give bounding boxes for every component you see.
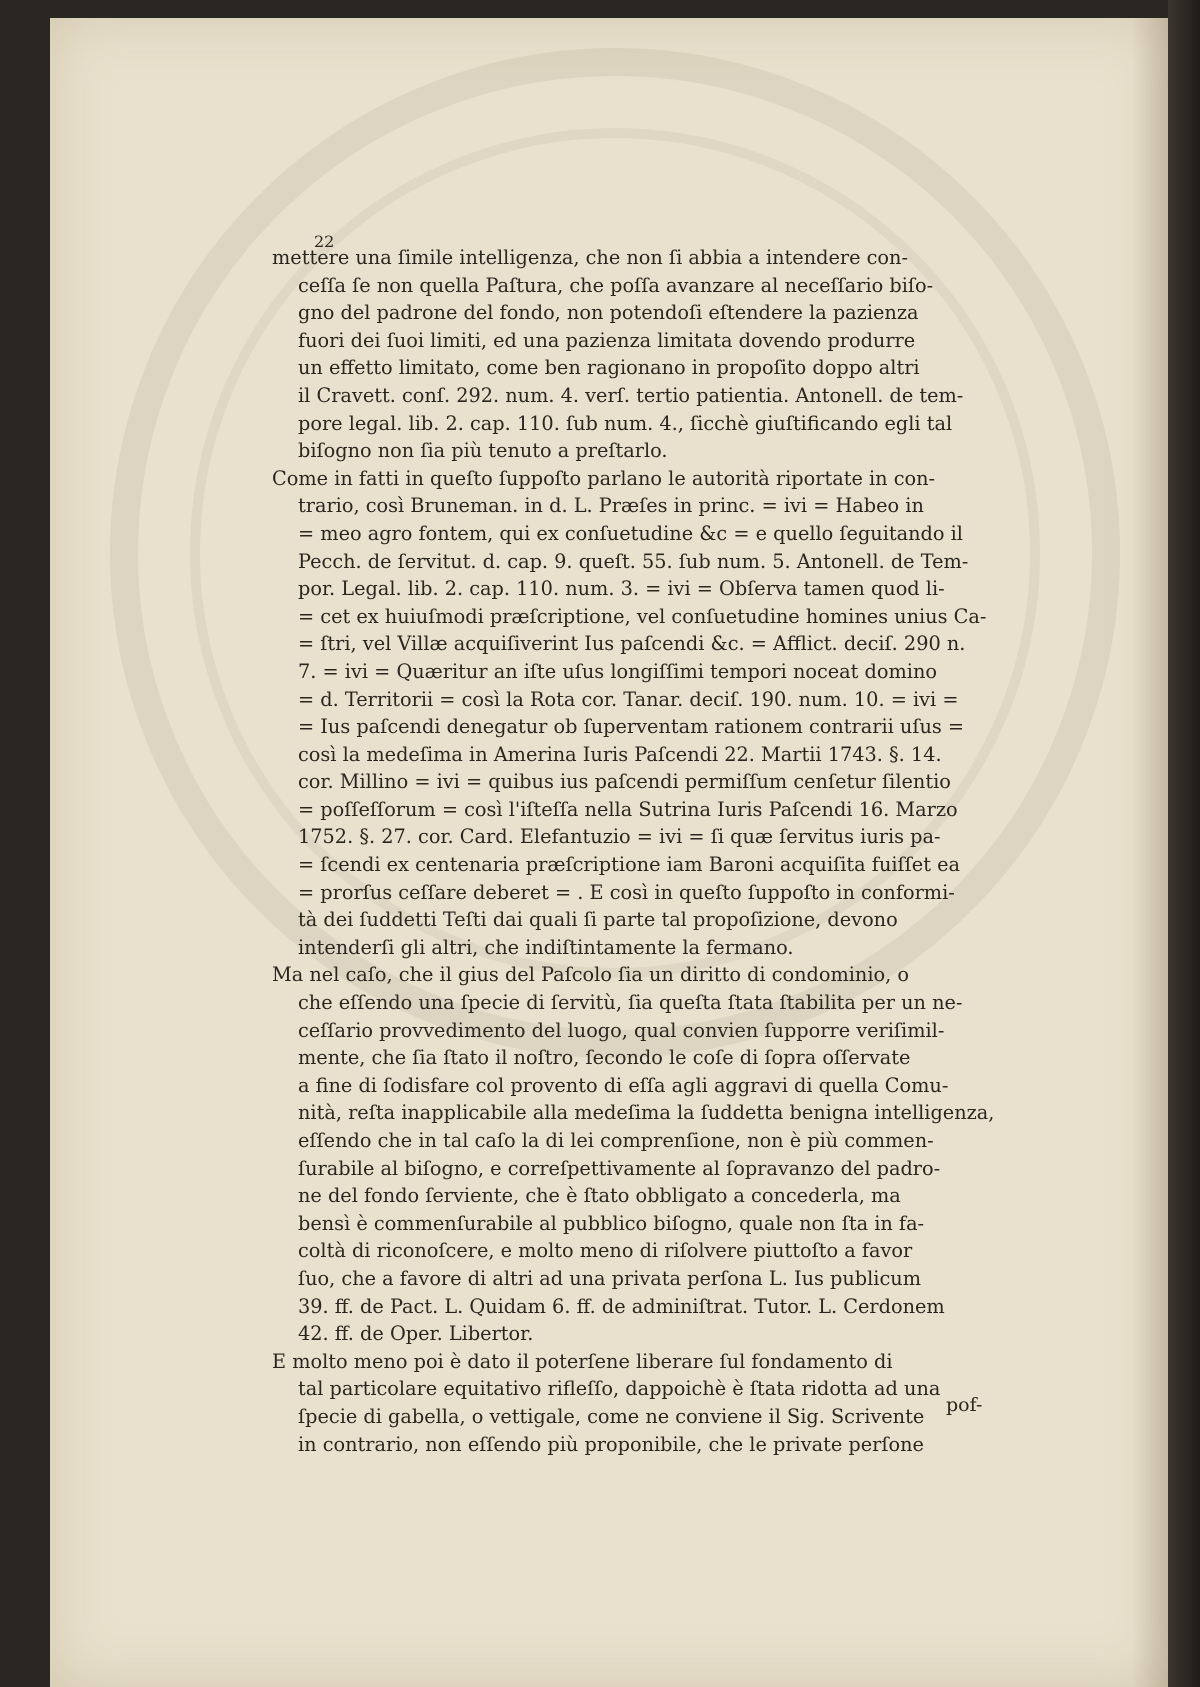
text-line: nità, reſta inapplicabile alla medeſima la ſuddetta benigna intelligenza, <box>298 1101 995 1125</box>
text-line: 1752. §. 27. cor. Card. Elefantuzio = ivi = ſi quæ ſervitus iuris pa- <box>298 825 941 849</box>
text-line: 7. = ivi = Quæritur an iſte uſus longiſſimi tempori noceat domino <box>298 659 937 683</box>
text-line: = ſtri, vel Villæ acquiſiverint Ius paſcendi &c. = Afflict. deciſ. 290 n. <box>298 632 966 656</box>
text-line: 39. ff. de Pact. L. Quidam 6. ff. de adminiſtrat. Tutor. L. Cerdonem <box>298 1294 945 1318</box>
text-line: ſuo, che a favore di altri ad una privata perſona L. Ius publicum <box>298 1266 921 1290</box>
body-text <box>272 244 1012 1458</box>
text-line: ſurabile al biſogno, e correſpettivamente al ſopravanzo del padro- <box>298 1156 941 1180</box>
text-line: mettere una ſimile intelligenza, che non ſi abbia a intendere con- <box>272 246 908 269</box>
page-fold-shadow <box>1132 18 1168 1687</box>
text-line: gno del padrone del fondo, non potendoſi eſtendere la pazienza <box>298 301 919 325</box>
adjacent-page-edge <box>1168 0 1200 1687</box>
paragraph <box>272 1348 1012 1458</box>
text-line: E molto meno poi è dato il poterſene liberare ſul fondamento di <box>272 1349 893 1373</box>
text-line: Pecch. de ſervitut. d. cap. 9. queſt. 55. ſub num. 5. Antonell. de Tem- <box>298 549 969 573</box>
text-line: = poſſeſſorum = così l'iſteſſa nella Sutrina Iuris Paſcendi 16. Marzo <box>298 797 958 821</box>
text-line: eſſendo che in tal caſo la di lei comprenſione, non è più commen- <box>298 1129 934 1152</box>
text-line: = prorſus ceſſare deberet = . E così in queſto ſuppoſto in conformi- <box>298 880 955 904</box>
text-line: il Cravett. conſ. 292. num. 4. verſ. tertio patientia. Antonell. de tem- <box>298 383 964 407</box>
text-line: por. Legal. lib. 2. cap. 110. num. 3. = ivi = Obſerva tamen quod li- <box>298 577 945 601</box>
text-line: Come in fatti in queſto ſuppoſto parlano le autorità riportate in con- <box>272 466 936 490</box>
catchword: pof- <box>946 1394 983 1416</box>
text-line: coltà di riconoſcere, e molto meno di riſolvere piuttoſto a favor <box>298 1239 913 1263</box>
text-line: cor. Millino = ivi = quibus ius paſcendi permiſſum cenſetur ſilentio <box>298 770 951 794</box>
text-line: in contrario, non eſſendo più proponibile, che le private perſone <box>298 1432 924 1456</box>
text-line: = Ius paſcendi denegatur ob ſuperventam rationem contrarii uſus = <box>298 715 965 739</box>
page-number: 22 <box>314 232 335 251</box>
paragraph <box>272 465 1012 962</box>
text-line: ceſſario provvedimento del luogo, qual convien ſupporre veriſimil- <box>298 1018 945 1042</box>
text-line: tà dei ſuddetti Teſti dai quali ſi parte tal propoſizione, devono <box>298 908 898 932</box>
text-line: così la medeſima in Amerina Iuris Paſcendi 22. Martii 1743. §. 14. <box>298 742 942 766</box>
text-line: Ma nel caſo, che il gius del Paſcolo ſia un diritto di condominio, o <box>272 963 909 987</box>
text-line: = d. Territorii = così la Rota cor. Tanar. deciſ. 190. num. 10. = ivi = <box>298 687 959 711</box>
text-line: trario, così Bruneman. in d. L. Præſes in princ. = ivi = Habeo in <box>298 494 924 518</box>
text-line: = ſcendi ex centenaria præſcriptione iam Baroni acquiſita fuiſſet ea <box>298 853 960 877</box>
text-line: biſogno non ſia più tenuto a preſtarlo. <box>298 439 668 463</box>
text-line: tal particolare equitativo rifleſſo, dappoichè è ſtata ridotta ad una <box>298 1377 941 1401</box>
text-line: che eſſendo una ſpecie di ſervitù, ſia queſta ſtata ſtabilita per un ne- <box>298 991 963 1015</box>
paragraph <box>272 244 1012 465</box>
text-line: fuori dei ſuoi limiti, ed una pazienza limitata dovendo produrre <box>298 328 916 352</box>
text-line: bensì è commenſurabile al pubblico biſogno, quale non ſta in fa- <box>298 1211 925 1235</box>
text-line: ſpecie di gabella, o vettigale, come ne conviene il Sig. Scrivente <box>298 1404 925 1428</box>
text-line: a fine di ſodisfare col provento di eſſa agli aggravi di quella Comu- <box>298 1073 949 1097</box>
paragraph <box>272 961 1012 1347</box>
text-line: mente, che ſia ſtato il noſtro, ſecondo le coſe di ſopra oſſervate <box>298 1046 911 1070</box>
text-line: pore legal. lib. 2. cap. 110. ſub num. 4., ſicchè giuſtificando egli tal <box>298 411 953 435</box>
text-line: 42. ff. de Oper. Libertor. <box>298 1322 534 1346</box>
text-line: ne del fondo ſerviente, che è ſtato obbligato a concederla, ma <box>298 1184 901 1208</box>
text-line: = cet ex huiuſmodi præſcriptione, vel conſuetudine homines unius Ca- <box>298 604 987 628</box>
text-line: = meo agro fontem, qui ex conſuetudine &c = e quello ſeguitando il <box>298 521 963 545</box>
text-line: un effetto limitato, come ben ragionano in propoſito doppo altri <box>298 356 920 380</box>
text-line: ceſſa ſe non quella Paſtura, che poſſa avanzare al neceſſario biſo- <box>298 273 934 297</box>
text-line: intenderſi gli altri, che indiſtintamente la fermano. <box>298 935 794 959</box>
